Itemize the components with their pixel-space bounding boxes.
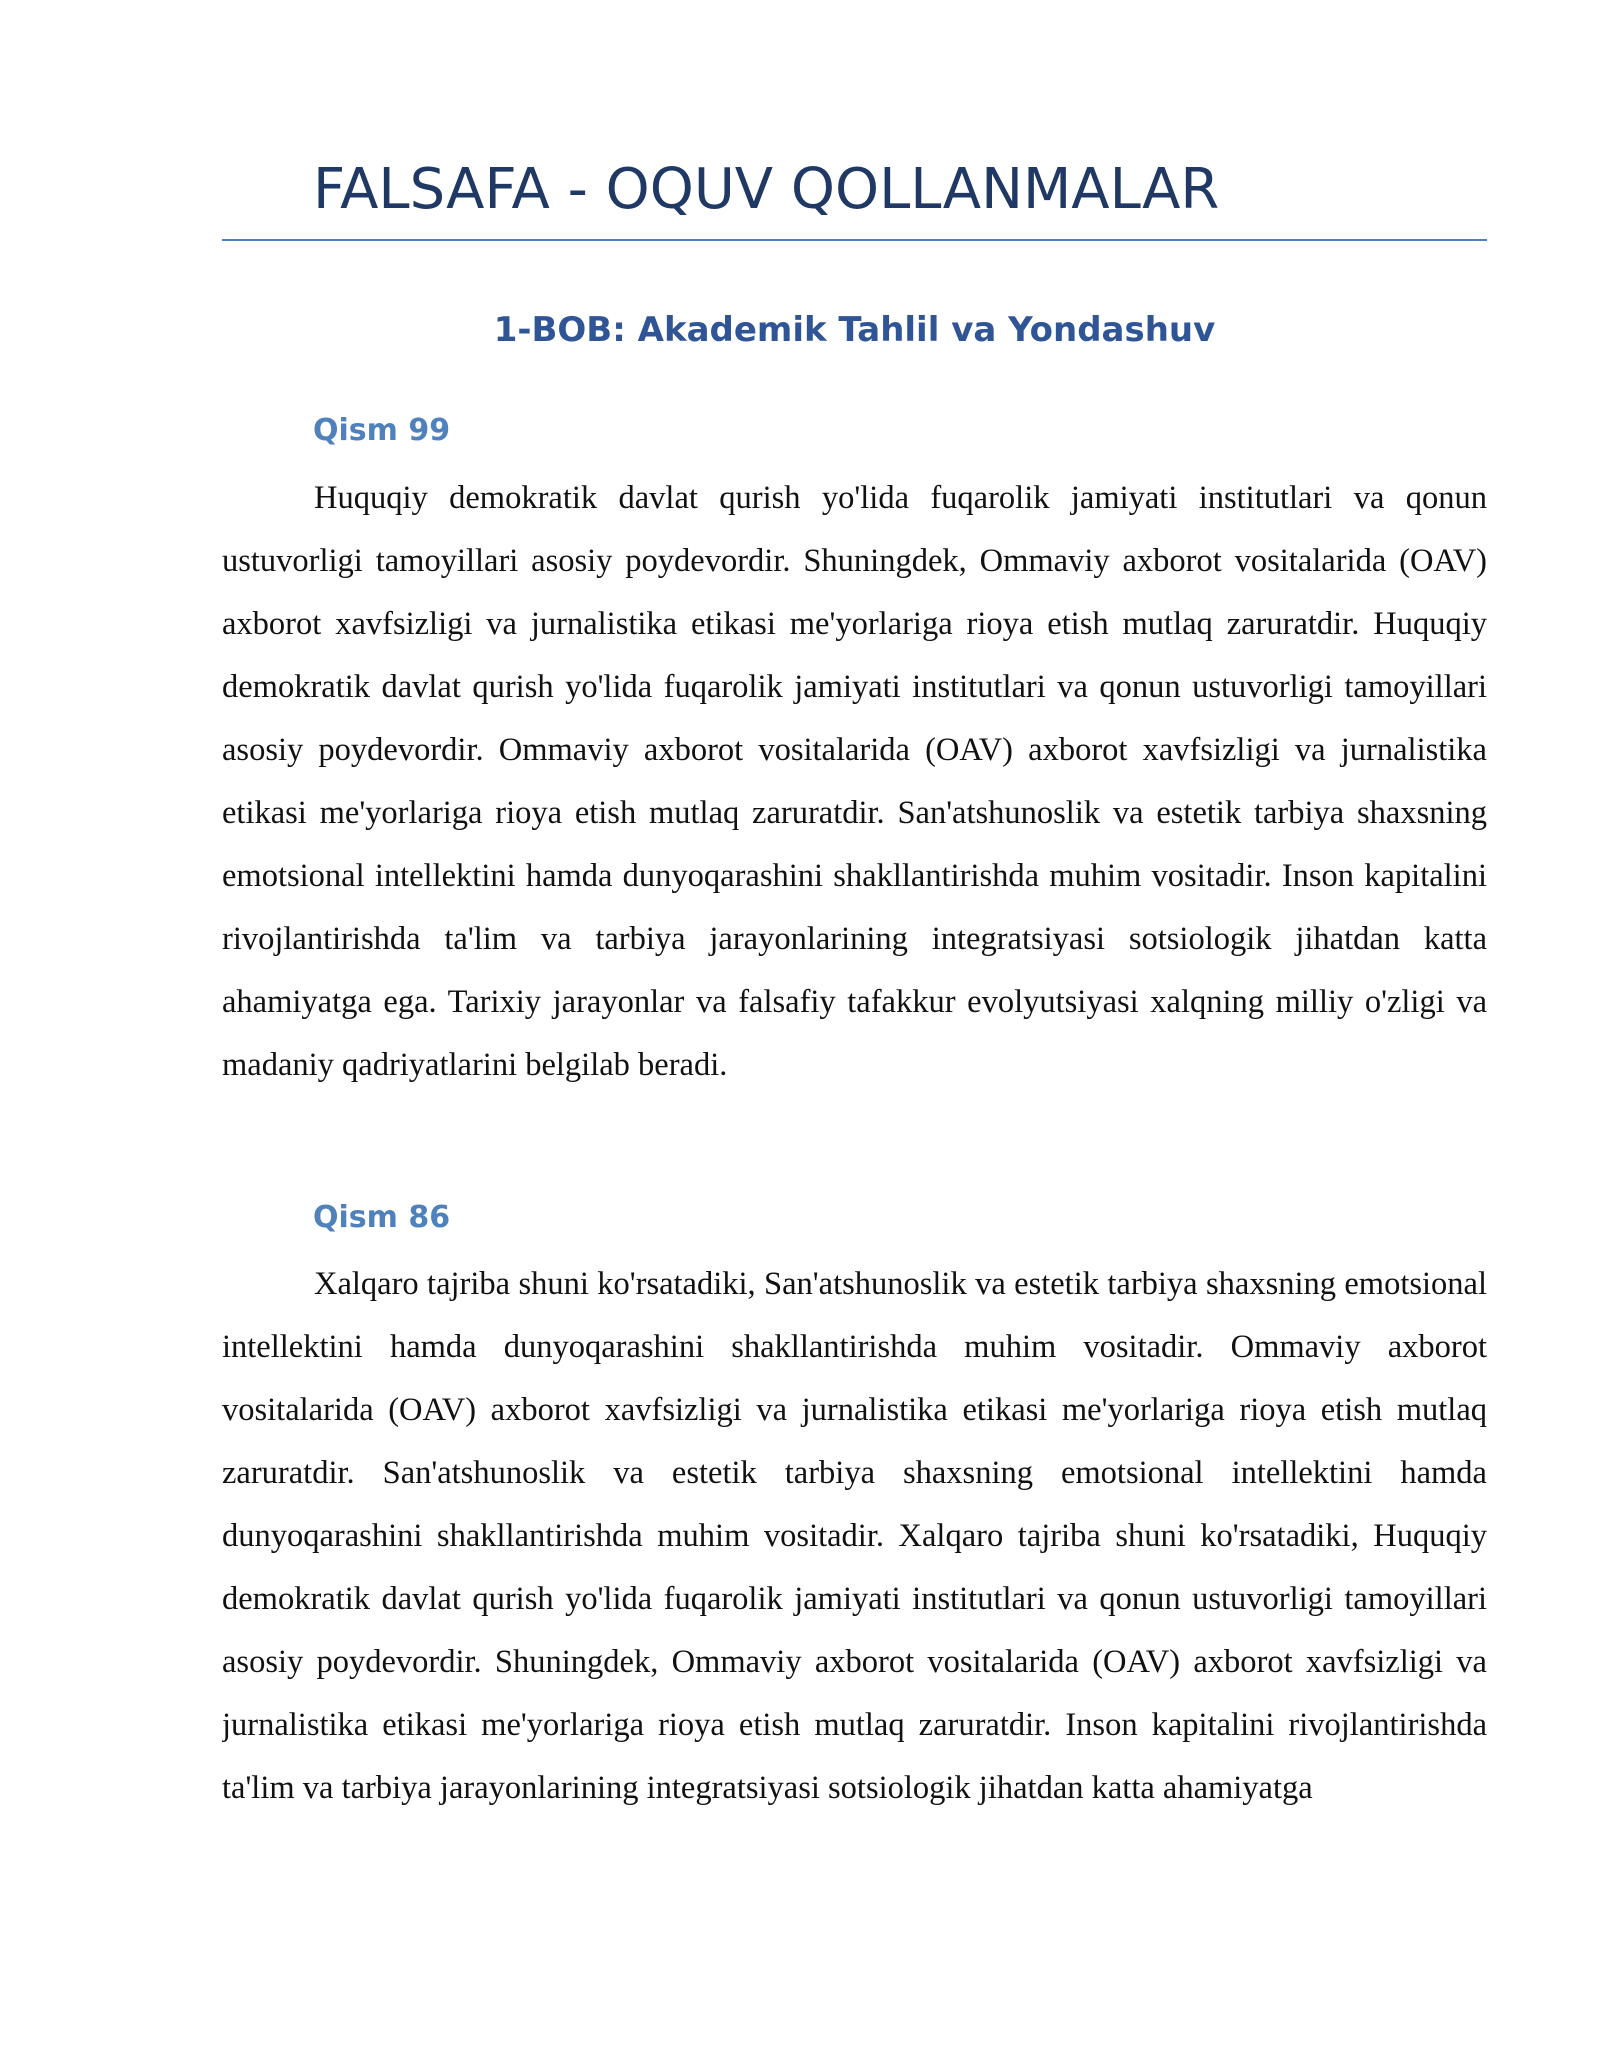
- document-title: FALSAFA - OQUV QOLLANMALAR: [313, 157, 1220, 222]
- section-heading: Qism 99: [313, 413, 451, 448]
- title-underline-rule: [222, 239, 1487, 241]
- section-paragraph: Xalqaro tajriba shuni ko'rsatadiki, San'atshunoslik va estetik tarbiya shaxsning emotsional intellektini hamda dunyoqarashini shakllantirishda muhim vositadir. Ommaviy axborot vositalarida (OAV) axborot xavfsizligi va jurnalistika etikasi me'yorlariga rioya etish mutlaq zaruratdir. San'atshunoslik va estetik tarbiya shaxsning emotsional intellektini hamda dunyoqarashini shakllantirishda muhim vositadir. Xalqaro tajriba shuni ko'rsatadiki, Huquqiy demokratik davlat qurish yo'lida fuqarolik jamiyati institutlari va qonun ustuvorligi tamoyillari asosiy poydevordir. Shuningdek, Ommaviy axborot vositalarida (OAV) axborot xavfsizligi va jurnalistika etikasi me'yorlariga rioya etish mutlaq zaruratdir. Inson kapitalini rivojlantirishda ta'lim va tarbiya jarayonlarining integratsiyasi sotsiologik jihatdan katta ahamiyatga: [222, 1266, 1487, 1806]
- section-heading: Qism 86: [313, 1200, 451, 1235]
- section-paragraph: Huquqiy demokratik davlat qurish yo'lida fuqarolik jamiyati institutlari va qonun ustuvorligi tamoyillari asosiy poydevordir. Shuningdek, Ommaviy axborot vositalarida (OAV) axborot xavfsizligi va jurnalistika etikasi me'yorlariga rioya etish mutlaq zaruratdir. Huquqiy demokratik davlat qurish yo'lida fuqarolik jamiyati institutlari va qonun ustuvorligi tamoyillari asosiy poydevordir. Ommaviy axborot vositalarida (OAV) axborot xavfsizligi va jurnalistika etikasi me'yorlariga rioya etish mutlaq zaruratdir. San'atshunoslik va estetik tarbiya shaxsning emotsional intellektini hamda dunyoqarashini shakllantirishda muhim vositadir. Inson kapitalini rivojlantirishda ta'lim va tarbiya jarayonlarining integratsiyasi sotsiologik jihatdan katta ahamiyatga ega. Tarixiy jarayonlar va falsafiy tafakkur evolyutsiyasi xalqning milliy o'zligi va madaniy qadriyatlarini belgilab beradi.: [222, 480, 1487, 1083]
- chapter-heading: 1-BOB: Akademik Tahlil va Yondashuv: [493, 310, 1216, 350]
